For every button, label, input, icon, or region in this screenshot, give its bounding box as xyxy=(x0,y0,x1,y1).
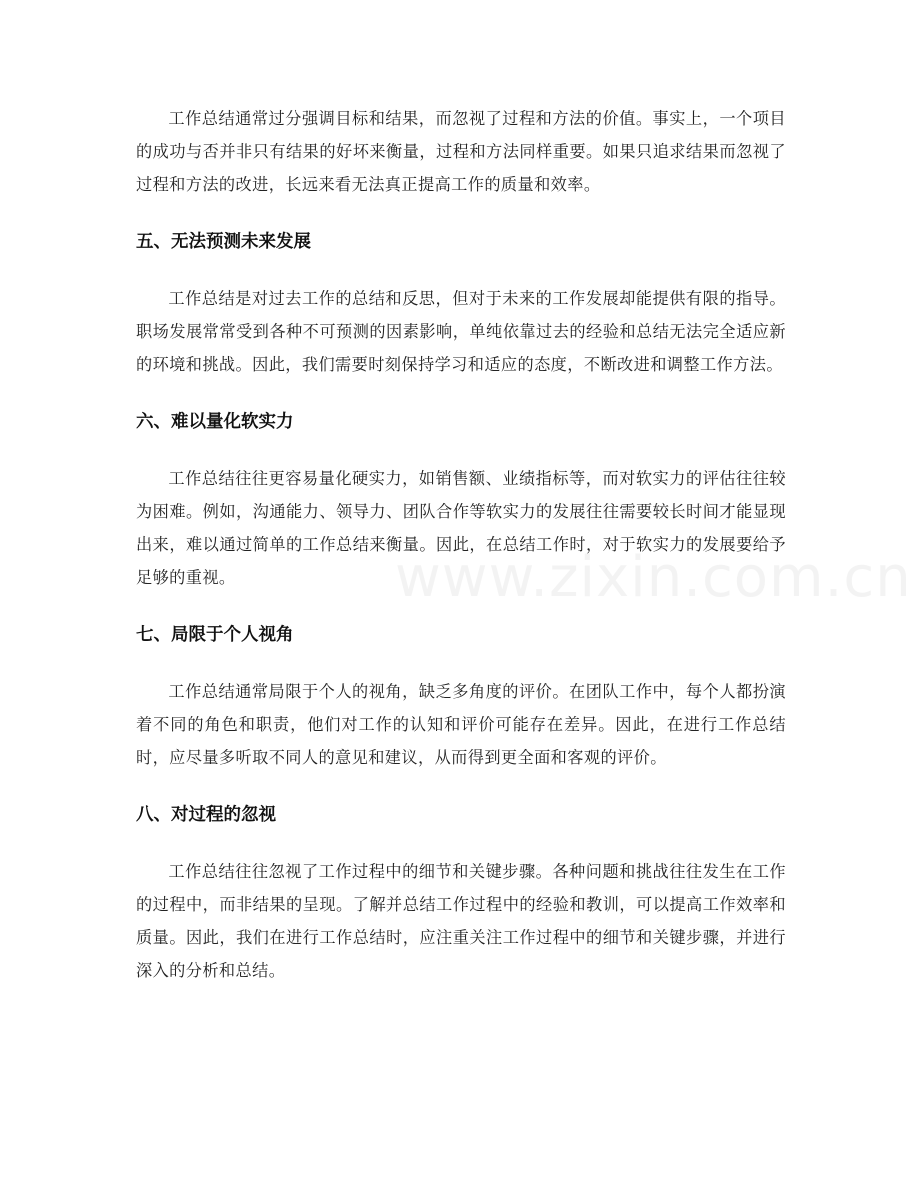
intro-paragraph: 工作总结通常过分强调目标和结果，而忽视了过程和方法的价值。事实上，一个项目的成功与否并非只有结果的好坏来衡量，过程和方法同样重要。如果只追求结果而忽视了过程和方法的改进，长远来看无法真正提高工作的质量和效率。 xyxy=(136,109,786,194)
section-paragraph-8: 工作总结往往忽视了工作过程中的细节和关键步骤。各种问题和挑战往往发生在工作的过程中，而非结果的呈现。了解并总结工作过程中的经验和教训，可以提高工作效率和质量。因此，我们在进行工作总结时，应注重关注工作过程中的细节和关键步骤，并进行深入的分析和总结。 xyxy=(136,862,786,980)
section-heading-5: 五、无法预测未来发展 xyxy=(136,232,311,252)
section-heading-7: 七、局限于个人视角 xyxy=(136,625,294,645)
section-heading-8: 八、对过程的忽视 xyxy=(136,805,276,825)
watermark: www.zixin.com.cn xyxy=(395,545,912,610)
section-paragraph-7: 工作总结通常局限于个人的视角，缺乏多角度的评价。在团队工作中，每个人都扮演着不同的角色和职责，他们对工作的认知和评价可能存在差异。因此，在进行工作总结时，应尽量多听取不同人的意见和建议，从而得到更全面和客观的评价。 xyxy=(136,682,786,767)
document-body xyxy=(136,102,786,987)
section-paragraph-6: 工作总结往往更容易量化硬实力，如销售额、业绩指标等，而对软实力的评估往往较为困难。例如，沟通能力、领导力、团队合作等软实力的发展往往需要较长时间才能显现出来，难以通过简单的工作总结来衡量。因此，在总结工作时，对于软实力的发展要给予足够的重视。 xyxy=(136,469,786,587)
section-heading-6: 六、难以量化软实力 xyxy=(136,412,294,432)
section-paragraph-5: 工作总结是对过去工作的总结和反思，但对于未来的工作发展却能提供有限的指导。职场发展常常受到各种不可预测的因素影响，单纯依靠过去的经验和总结无法完全适应新的环境和挑战。因此，我们需要时刻保持学习和适应的态度，不断改进和调整工作方法。 xyxy=(136,289,786,374)
